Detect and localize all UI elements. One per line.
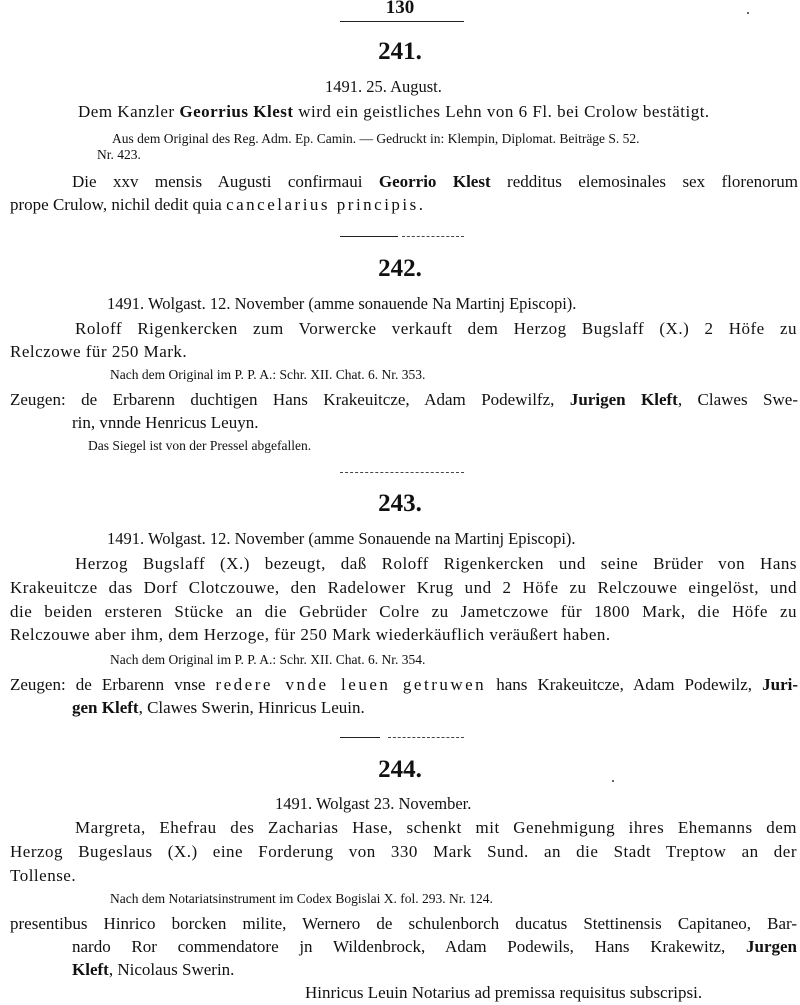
separator-rule xyxy=(388,737,464,738)
dateline-243: 1491. Wolgast. 12. November (amme Sonauende na Martinj Episcopi). xyxy=(107,529,576,548)
header-rule xyxy=(340,21,464,22)
witnesses-242-line1: Zeugen: de Erbarenn duchtigen Hans Krakeuitcze, Adam Podewilfz, Jurigen Kleft, Clawes Swe- xyxy=(10,390,798,409)
document-number-241: 241. xyxy=(378,38,422,65)
summary-243-line4: Relczouwe aber ihm, dem Herzoge, für 250 Mark wiederkäuflich veräußert haben. xyxy=(10,625,611,644)
dateline-241: 1491. 25. August. xyxy=(325,77,442,96)
summary-244-line2: Herzog Bugeslaus (X.) eine Forderung von 330 Mark Sund. an die Stadt Treptow an der xyxy=(10,842,797,861)
source-note-243: Nach dem Original im P. P. A.: Schr. XII. Chat. 6. Nr. 354. xyxy=(110,652,426,667)
separator-rule xyxy=(340,236,398,237)
witnesses-243-line1: Zeugen: de Erbarenn vnse redere vnde leuen getruwen hans Krakeuitcze, Adam Podewilz, Juri- xyxy=(10,675,799,694)
summary-242-line2: Relczowe für 250 Mark. xyxy=(10,342,188,361)
source-note-241-cont: Nr. 423. xyxy=(97,147,141,162)
source-note-244: Nach dem Notariatsinstrument im Codex Bogislai X. fol. 293. Nr. 124. xyxy=(110,891,493,906)
seal-note-242: Das Siegel ist von der Pressel abgefallen. xyxy=(88,438,312,453)
summary-244-line1: Margreta, Ehefrau des Zacharias Hase, schenkt mit Genehmigung ihres Ehemanns dem xyxy=(75,818,797,837)
page-number: 130 xyxy=(385,0,415,18)
notary-subscription-244: Hinricus Leuin Notarius ad premissa requisitus subscripsi. xyxy=(305,983,703,1002)
summary-243-line2: Krakeuitcze das Dorf Clotczouwe, den Radelower Krug und 2 Höfe zu Relczouwe eingelöst, und xyxy=(10,578,797,597)
summary-243-line3: die beiden ersteren Stücke an die Gebrüder Colre zu Jametczowe für 1800 Mark, die Höfe zu xyxy=(10,602,797,621)
body-text-244-line2: nardo Ror commendatore jn Wildenbrock, Adam Podewils, Hans Krakewitz, Jurgen xyxy=(72,937,797,956)
separator-rule xyxy=(340,472,464,473)
document-number-242: 242. xyxy=(378,255,422,282)
scan-speck xyxy=(612,780,614,782)
summary-243-line1: Herzog Bugslaff (X.) bezeugt, daß Roloff Rigenkercken und seine Brüder von Hans xyxy=(75,554,797,573)
body-text-241-line1: Die xxv mensis Augusti confirmaui Georrio Klest redditus elemosinales sex florenorum xyxy=(72,172,798,191)
scan-speck xyxy=(747,12,749,14)
body-text-244-line1: presentibus Hinrico borcken milite, Wernero de schulenborch ducatus Stettinensis Capitaneo, Bar- xyxy=(10,914,797,933)
summary-241: Dem Kanzler Georrius Klest wird ein geistliches Lehn von 6 Fl. bei Crolow bestätigt. xyxy=(78,102,710,121)
summary-244-line3: Tollense. xyxy=(10,866,77,885)
source-note-242: Nach dem Original im P. P. A.: Schr. XII. Chat. 6. Nr. 353. xyxy=(110,367,426,382)
separator-rule xyxy=(340,737,380,738)
document-number-243: 243. xyxy=(378,490,422,517)
body-text-241-line2: prope Crulow, nichil dedit quia cancelarius principis. xyxy=(10,195,424,214)
summary-242-line1: Roloff Rigenkercken zum Vorwercke verkauft dem Herzog Bugslaff (X.) 2 Höfe zu xyxy=(75,319,797,338)
separator-rule xyxy=(402,236,464,237)
dateline-244: 1491. Wolgast 23. November. xyxy=(275,794,472,813)
body-text-244-line3: Kleft, Nicolaus Swerin. xyxy=(72,960,235,979)
document-number-244: 244. xyxy=(378,756,422,783)
dateline-242: 1491. Wolgast. 12. November (amme sonauende Na Martinj Episcopi). xyxy=(107,294,577,313)
witnesses-242-line2: rin, vnnde Henricus Leuyn. xyxy=(72,413,259,432)
source-note-241: Aus dem Original des Reg. Adm. Ep. Camin. — Gedruckt in: Klempin, Diplomat. Beiträge S. 52. xyxy=(112,131,640,146)
witnesses-243-line2: gen Kleft, Clawes Swerin, Hinricus Leuin. xyxy=(72,698,365,717)
